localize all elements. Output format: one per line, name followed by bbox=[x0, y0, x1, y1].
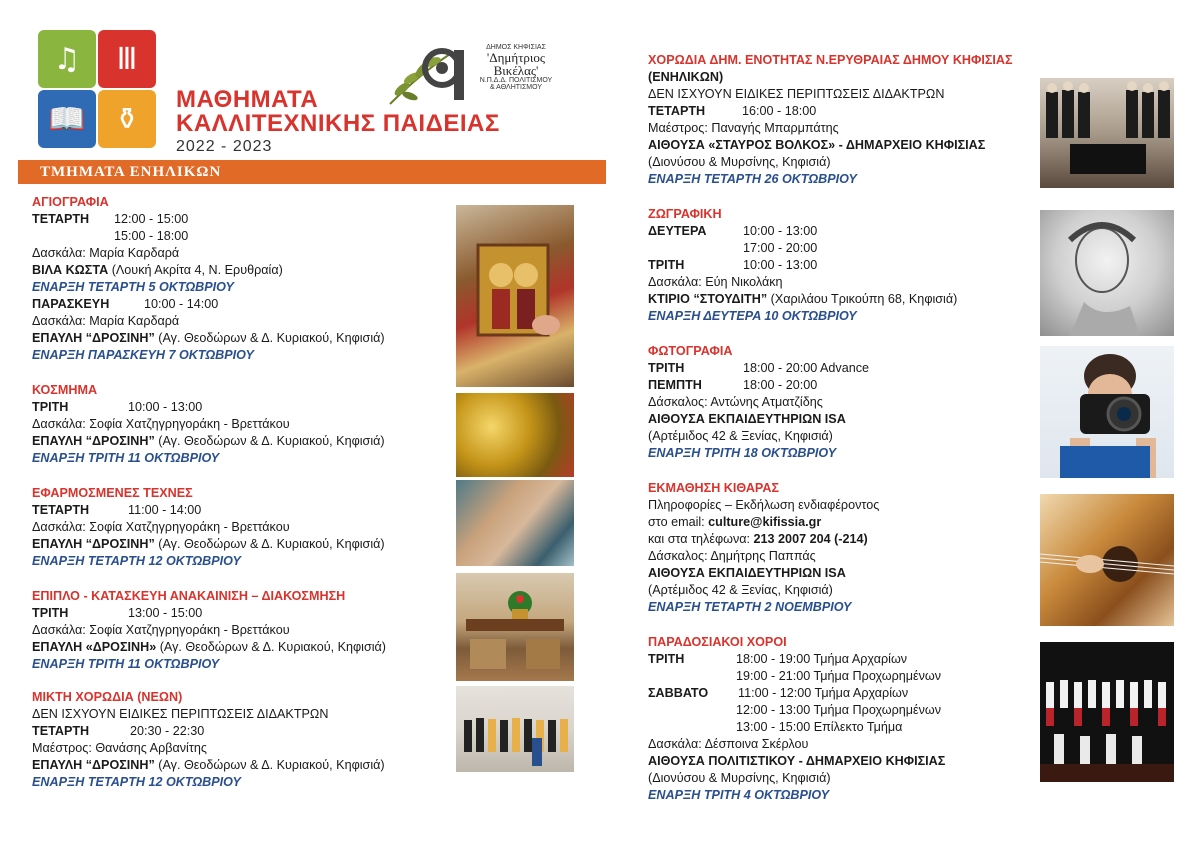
course-address: (Διονύσου & Μυρσίνης, Κηφισιά) bbox=[648, 155, 831, 169]
course-venue bbox=[32, 757, 452, 774]
course-start: ΕΝΑΡΞΗ ΤΡΙΤΗ 11 ΟΚΤΩΒΡΙΟΥ bbox=[32, 451, 220, 465]
course-time: 10:00 - 14:00 bbox=[144, 297, 219, 311]
course-time: 19:00 - 21:00 Τμήμα Προχωρημένων bbox=[736, 669, 942, 683]
course-venue bbox=[32, 536, 452, 553]
course-start: ΕΝΑΡΞΗ ΤΕΤΑΡΤΗ 2 ΝΟΕΜΒΡΙΟΥ bbox=[648, 600, 852, 614]
course-title: ΦΩΤΟΓΡΑΦΙΑ bbox=[648, 344, 733, 358]
course-note: ΔΕΝ ΙΣΧΥΟΥΝ ΕΙΔΙΚΕΣ ΠΕΡΙΠΤΩΣΕΙΣ ΔΙΔΑΚΤΡΩΝ bbox=[32, 707, 329, 721]
course-venue bbox=[648, 291, 1043, 308]
course-time: 12:00 - 13:00 Τμήμα Προχωρημένων bbox=[736, 703, 942, 717]
course-day: ΣΑΒΒΑΤΟ bbox=[648, 686, 709, 700]
course-time: 17:00 - 20:00 bbox=[743, 241, 818, 255]
course-time: 18:00 - 20:00 bbox=[743, 378, 818, 392]
course-teacher: Δασκάλα: Σοφία Χατζηγρηγοράκη - Βρεττάκου bbox=[32, 520, 290, 534]
course-start: ΕΝΑΡΞΗ ΤΕΤΑΡΤΗ 26 ΟΚΤΩΒΡΙΟΥ bbox=[648, 172, 857, 186]
course-kithara bbox=[648, 480, 1043, 616]
course-time: 12:00 - 15:00 bbox=[114, 212, 189, 226]
venue-address: (Αγ. Θεοδώρων & Δ. Κυριακού, Κηφισιά) bbox=[154, 434, 385, 448]
email-link[interactable]: culture@kifissia.gr bbox=[708, 515, 822, 529]
guitar-photo bbox=[1040, 494, 1174, 626]
course-time: 16:00 - 18:00 bbox=[742, 104, 817, 118]
mosaic-hands-photo bbox=[456, 480, 574, 566]
course-info: Πληροφορίες – Εκδήλωση ενδιαφέροντος bbox=[648, 498, 880, 512]
course-day: ΤΕΤΑΡΤΗ bbox=[32, 724, 90, 738]
venue-name: ΕΠΑΥΛΗ “ΔΡΟΣΙΝΗ” bbox=[32, 758, 155, 772]
course-time: 11:00 - 14:00 bbox=[128, 503, 202, 517]
org-sub1: Ν.Π.Δ.Δ. ΠΟΛΙΤΙΣΜΟΥ bbox=[479, 77, 553, 84]
course-time: 13:00 - 15:00 bbox=[128, 606, 203, 620]
course-address: (Διονύσου & Μυρσίνης, Κηφισιά) bbox=[648, 771, 831, 785]
course-start: ΕΝΑΡΞΗ ΠΑΡΑΣΚΕΥΗ 7 ΟΚΤΩΒΡΙΟΥ bbox=[32, 348, 254, 362]
jewelry-photo bbox=[456, 393, 574, 477]
course-teacher: Δασκάλα: Σοφία Χατζηγρηγοράκη - Βρεττάκου bbox=[32, 623, 290, 637]
program-logo bbox=[38, 30, 156, 148]
course-venue: ΑΙΘΟΥΣΑ ΕΚΠΑΙΔΕΥΤΗΡΙΩΝ ISA bbox=[648, 412, 846, 426]
course-teacher: Δάσκαλος: Δημήτρης Παππάς bbox=[648, 549, 816, 563]
course-day: ΤΡΙΤΗ bbox=[32, 400, 69, 414]
course-title: ΜΙΚΤΗ ΧΟΡΩΔΙΑ (ΝΕΩΝ) bbox=[32, 690, 183, 704]
org-top: ΔΗΜΟΣ ΚΗΦΙΣΙΑΣ bbox=[486, 44, 546, 51]
course-address: (Αρτέμιδος 42 & Ξενίας, Κηφισιά) bbox=[648, 429, 833, 443]
camera-photographer-photo bbox=[1040, 346, 1174, 478]
course-venue bbox=[32, 330, 452, 347]
course-title: ΕΦΑΡΜΟΣΜΕΝΕΣ ΤΕΧΝΕΣ bbox=[32, 486, 193, 500]
course-phone bbox=[648, 531, 1043, 548]
adult-choir-photo bbox=[1040, 78, 1174, 188]
course-title: ΕΚΜΑΘΗΣΗ ΚΙΘΑΡΑΣ bbox=[648, 481, 780, 495]
course-teacher: Δασκάλα: Σοφία Χατζηγρηγοράκη - Βρεττάκου bbox=[32, 417, 290, 431]
org-name2: Βικέλας' bbox=[493, 63, 539, 78]
book-icon: 📖 bbox=[38, 90, 96, 148]
venue-address: (Αγ. Θεοδώρων & Δ. Κυριακού, Κηφισιά) bbox=[154, 331, 385, 345]
course-subtitle: (ΕΝΗΛΙΚΩΝ) bbox=[648, 70, 724, 84]
course-day: ΤΡΙΤΗ bbox=[648, 258, 685, 272]
venue-name: ΒΙΛΑ ΚΩΣΤΑ bbox=[32, 263, 109, 277]
course-venue bbox=[32, 262, 452, 279]
course-teacher: Δασκάλα: Εύη Νικολάκη bbox=[648, 275, 783, 289]
furniture-photo bbox=[456, 573, 574, 681]
course-title: ΠΑΡΑΔΟΣΙΑΚΟΙ ΧΟΡΟΙ bbox=[648, 635, 787, 649]
title-line1: ΜΑΘΗΜΑΤΑ bbox=[176, 86, 319, 113]
course-kosmima bbox=[32, 382, 452, 467]
traditional-dance-photo bbox=[1040, 642, 1174, 782]
venue-address: (Αγ. Θεοδώρων & Δ. Κυριακού, Κηφισιά) bbox=[154, 758, 385, 772]
course-day: ΠΕΜΠΤΗ bbox=[648, 378, 702, 392]
course-day: ΔΕΥΤΕΡΑ bbox=[648, 224, 707, 238]
music-note-icon: ♫ bbox=[38, 30, 96, 88]
course-efarmosmenes bbox=[32, 485, 452, 570]
course-start: ΕΝΑΡΞΗ ΤΡΙΤΗ 18 ΟΚΤΩΒΡΙΟΥ bbox=[648, 446, 837, 460]
course-day: ΤΡΙΤΗ bbox=[32, 606, 69, 620]
phone-prefix: και στα τηλέφωνα: bbox=[648, 532, 754, 546]
course-venue: ΑΙΘΟΥΣΑ «ΣΤΑΥΡΟΣ ΒΟΛΚΟΣ» - ΔΗΜΑΡΧΕΙΟ ΚΗΦΙΣΙΑΣ bbox=[648, 138, 986, 152]
course-note: ΔΕΝ ΙΣΧΥΟΥΝ ΕΙΔΙΚΕΣ ΠΕΡΙΠΤΩΣΕΙΣ ΔΙΔΑΚΤΡΩΝ bbox=[648, 87, 945, 101]
course-venue bbox=[32, 639, 452, 656]
venue-name: ΕΠΑΥΛΗ “ΔΡΟΣΙΝΗ” bbox=[32, 434, 155, 448]
course-start: ΕΝΑΡΞΗ ΤΡΙΤΗ 4 ΟΚΤΩΒΡΙΟΥ bbox=[648, 788, 830, 802]
org-name1: 'Δημήτριος bbox=[486, 50, 546, 65]
course-time: 10:00 - 13:00 bbox=[128, 400, 203, 414]
course-teacher: Δάσκαλος: Αντώνης Ατματζίδης bbox=[648, 395, 823, 409]
course-time: 20:30 - 22:30 bbox=[130, 724, 205, 738]
course-day: ΤΕΤΑΡΤΗ bbox=[32, 503, 90, 517]
course-day: ΤΡΙΤΗ bbox=[648, 652, 685, 666]
venue-name: ΚΤΙΡΙΟ “ΣΤΟΥΔΙΤΗ” bbox=[648, 292, 768, 306]
course-time: 13:00 - 15:00 Επίλεκτο Τμήμα bbox=[736, 720, 903, 734]
course-epiplo bbox=[32, 588, 452, 673]
course-start: ΕΝΑΡΞΗ ΤΡΙΤΗ 11 ΟΚΤΩΒΡΙΟΥ bbox=[32, 657, 220, 671]
course-mikti-xorodia bbox=[32, 689, 452, 791]
course-day: ΤΕΤΑΡΤΗ bbox=[32, 212, 90, 226]
venue-name: ΕΠΑΥΛΗ “ΔΡΟΣΙΝΗ” bbox=[32, 331, 155, 345]
course-time: 10:00 - 13:00 bbox=[743, 258, 818, 272]
org-sub2: & ΑΘΛΗΤΙΣΜΟΥ bbox=[489, 84, 543, 91]
org-logo-text bbox=[470, 44, 562, 91]
course-day: ΠΑΡΑΣΚΕΥΗ bbox=[32, 297, 110, 311]
course-teacher: Δασκάλα: Δέσποινα Σκέρλου bbox=[648, 737, 809, 751]
sketch-portrait-photo bbox=[1040, 210, 1174, 336]
course-fotografia bbox=[648, 343, 1043, 462]
course-venue bbox=[32, 433, 452, 450]
course-day: ΤΡΙΤΗ bbox=[648, 361, 685, 375]
course-venue: ΑΙΘΟΥΣΑ ΠΟΛΙΤΙΣΤΙΚΟΥ - ΔΗΜΑΡΧΕΙΟ ΚΗΦΙΣΙΑΣ bbox=[648, 754, 946, 768]
course-time: 18:00 - 19:00 Τμήμα Αρχαρίων bbox=[736, 652, 908, 666]
course-time: 15:00 - 18:00 bbox=[114, 229, 189, 243]
course-day: ΤΕΤΑΡΤΗ bbox=[648, 104, 706, 118]
course-title: ΑΓΙΟΓΡΑΦΙΑ bbox=[32, 195, 109, 209]
venue-address: (Λουκή Ακρίτα 4, Ν. Ερυθραία) bbox=[108, 263, 283, 277]
icon-painting-photo bbox=[456, 205, 574, 387]
vase-icon: ⚱ bbox=[98, 90, 156, 148]
course-venue: ΑΙΘΟΥΣΑ ΕΚΠΑΙΔΕΥΤΗΡΙΩΝ ISA bbox=[648, 566, 846, 580]
phone-number: 213 2007 204 (-214) bbox=[753, 532, 868, 546]
venue-name: ΕΠΑΥΛΗ “ΔΡΟΣΙΝΗ” bbox=[32, 537, 155, 551]
title-line2: ΚΑΛΛΙΤΕΧΝΙΚΗΣ ΠΑΙΔΕΙΑΣ bbox=[176, 110, 500, 137]
choir-photo bbox=[456, 686, 574, 772]
course-time: 10:00 - 13:00 bbox=[743, 224, 818, 238]
course-teacher: Δασκάλα: Μαρία Καρδαρά bbox=[32, 246, 180, 260]
course-title: ΕΠΙΠΛΟ - ΚΑΤΑΣΚΕΥΗ ΑΝΑΚΑΙΝΙΣΗ – ΔΙΑΚΟΣΜΗΣΗ bbox=[32, 589, 346, 603]
email-prefix: στο email: bbox=[648, 515, 709, 529]
course-xorodia-enilikon bbox=[648, 52, 1043, 188]
venue-address: (Χαριλάου Τρικούπη 68, Κηφισιά) bbox=[767, 292, 958, 306]
course-teacher: Δασκάλα: Μαρία Καρδαρά bbox=[32, 314, 180, 328]
course-teacher: Μαέστρος: Θανάσης Αρβανίτης bbox=[32, 741, 207, 755]
course-email bbox=[648, 514, 1043, 531]
course-time: 11:00 - 12:00 Τμήμα Αρχαρίων bbox=[738, 686, 909, 700]
course-address: (Αρτέμιδος 42 & Ξενίας, Κηφισιά) bbox=[648, 583, 833, 597]
course-agiografia bbox=[32, 194, 452, 364]
course-zografiki bbox=[648, 206, 1043, 325]
school-year: 2022 - 2023 bbox=[176, 138, 273, 155]
venue-address: (Αγ. Θεοδώρων & Δ. Κυριακού, Κηφισιά) bbox=[154, 537, 385, 551]
course-teacher: Μαέστρος: Παναγής Μπαρμπάτης bbox=[648, 121, 839, 135]
course-title: ΚΟΣΜΗΜΑ bbox=[32, 383, 98, 397]
course-title: ΖΩΓΡΑΦΙΚΗ bbox=[648, 207, 722, 221]
course-start: ΕΝΑΡΞΗ ΤΕΤΑΡΤΗ 5 ΟΚΤΩΒΡΙΟΥ bbox=[32, 280, 234, 294]
venue-address: (Αγ. Θεοδώρων & Δ. Κυριακού, Κηφισιά) bbox=[156, 640, 387, 654]
course-start: ΕΝΑΡΞΗ ΔΕΥΤΕΡΑ 10 ΟΚΤΩΒΡΙΟΥ bbox=[648, 309, 857, 323]
course-xoroi bbox=[648, 634, 1043, 804]
course-time: 18:00 - 20:00 Advance bbox=[743, 361, 870, 375]
course-start: ΕΝΑΡΞΗ ΤΕΤΑΡΤΗ 12 ΟΚΤΩΒΡΙΟΥ bbox=[32, 775, 241, 789]
column-icon: Ⅲ bbox=[98, 30, 156, 88]
section-banner: ΤΜΗΜΑΤΑ ΕΝΗΛΙΚΩΝ bbox=[18, 160, 606, 184]
course-title: ΧΟΡΩΔΙΑ ΔΗΜ. ΕΝΟΤΗΤΑΣ Ν.ΕΡΥΘΡΑΙΑΣ ΔΗΜΟΥ ΚΗΦΙΣΙΑΣ bbox=[648, 53, 1013, 67]
course-start: ΕΝΑΡΞΗ ΤΕΤΑΡΤΗ 12 ΟΚΤΩΒΡΙΟΥ bbox=[32, 554, 241, 568]
venue-name: ΕΠΑΥΛΗ «ΔΡΟΣΙΝΗ» bbox=[32, 640, 157, 654]
